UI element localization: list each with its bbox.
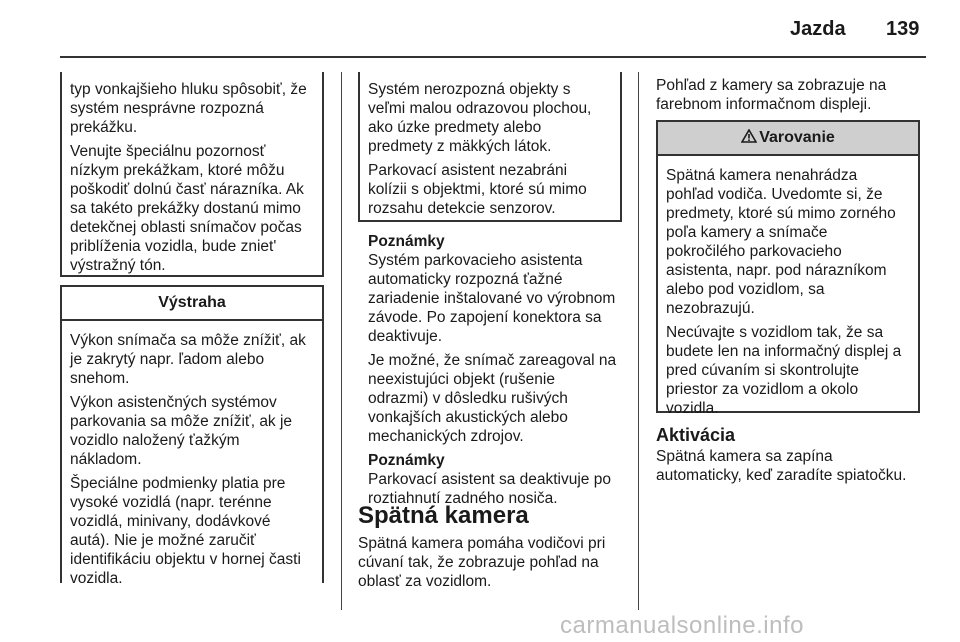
varovanie-box — [656, 120, 920, 417]
header-rule — [60, 56, 926, 58]
note-paragraph: Je možné, že snímač zareagoval na neexistujúci objekt (rušenie odrazmi) v dôsledku rušivých vonkajších akustických alebo mechanických zdrojov. — [368, 352, 617, 445]
subsection-text: Spätná kamera sa zapína automaticky, keď zaradíte spiatočku. — [656, 448, 907, 484]
box-paragraph: Parkovací asistent nezabráni kolízii s objektmi, ktoré sú mimo rozsahu detekcie senzorov. — [368, 162, 587, 217]
varovanie-title: Varovanie — [759, 129, 835, 146]
column-divider-1 — [341, 72, 342, 610]
intro-text: Pohľad z kamery sa zobrazuje na farebnom informačnom displeji. — [656, 77, 887, 113]
vystraha-title: Výstraha — [62, 287, 322, 321]
subsection-heading: Aktivácia — [656, 425, 736, 445]
varovanie-header — [658, 122, 918, 156]
section-text: Spätná kamera pomáha vodičovi pri cúvaní tak, že zobrazuje pohľad na oblasť za vozidlom. — [358, 535, 606, 590]
column-divider-2 — [638, 72, 639, 610]
box-paragraph: Výkon asistenčných systémov parkovania sa môže znížiť, ak je vozidlo naložený ťažkým nákladom. — [70, 394, 293, 468]
continued-text-box-2 — [358, 72, 622, 222]
page-number: 139 — [886, 18, 920, 40]
vystraha-box — [60, 285, 324, 587]
warning-triangle-icon — [741, 122, 757, 154]
continued-text-box — [60, 72, 324, 277]
watermark: carmanualsonline.info — [560, 612, 804, 639]
box-paragraph: typ vonkajšieho hluku spôsobiť, že systém nesprávne rozpozná prekážku. — [70, 81, 307, 136]
note-paragraph: Systém parkovacieho asistenta automaticky rozpozná ťažné zariadenie inštalované vo výrobnom závode. Po zapojení konektora sa deaktivuje. — [368, 252, 616, 345]
box-paragraph: Necúvajte s vozidlom tak, že sa budete len na informačný displej a pred cúvaním si skontrolujte priestor za vozidlom a okolo vozidla. — [666, 324, 902, 417]
note-title: Poznámky — [368, 452, 445, 469]
box-paragraph: Venujte špeciálnu pozornosť nízkym prekážkam, ktoré môžu poškodiť dolnú časť nárazníka. Ak sa takéto prekážky dostanú mimo detekčnej oblasti snímačov počas priblíženia vozidla, bude zniet' výstražný tón. — [70, 143, 304, 274]
box-paragraph: Špeciálne podmienky platia pre vysoké vozidlá (napr. terénne vozidlá, minivany, dodávkové autá). Nie je možné zaručiť identifikáciu objektu v hornej časti vozidla. — [70, 475, 301, 587]
note-paragraph: Parkovací asistent sa deaktivuje po roztiahnutí zadného nosiča. — [368, 471, 611, 507]
page-header-title: Jazda — [790, 18, 846, 40]
box-paragraph: Výkon snímača sa môže znížiť, ak je zakrytý napr. ľadom alebo snehom. — [70, 332, 306, 387]
box-paragraph: Spätná kamera nenahrádza pohľad vodiča. Uvedomte si, že predmety, ktoré sú mimo zorného poľa kamery a snímače pokročilého parkovacieho asistenta, napr. pod nárazníkom alebo pod vozidlom, sa nezobrazujú. — [666, 167, 896, 317]
section-heading: Spätná kamera — [358, 502, 529, 529]
note-title: Poznámky — [368, 233, 445, 250]
box-paragraph: Systém nerozpozná objekty s veľmi malou odrazovou plochou, ako úzke predmety alebo predmety z mäkkých látok. — [368, 81, 592, 155]
